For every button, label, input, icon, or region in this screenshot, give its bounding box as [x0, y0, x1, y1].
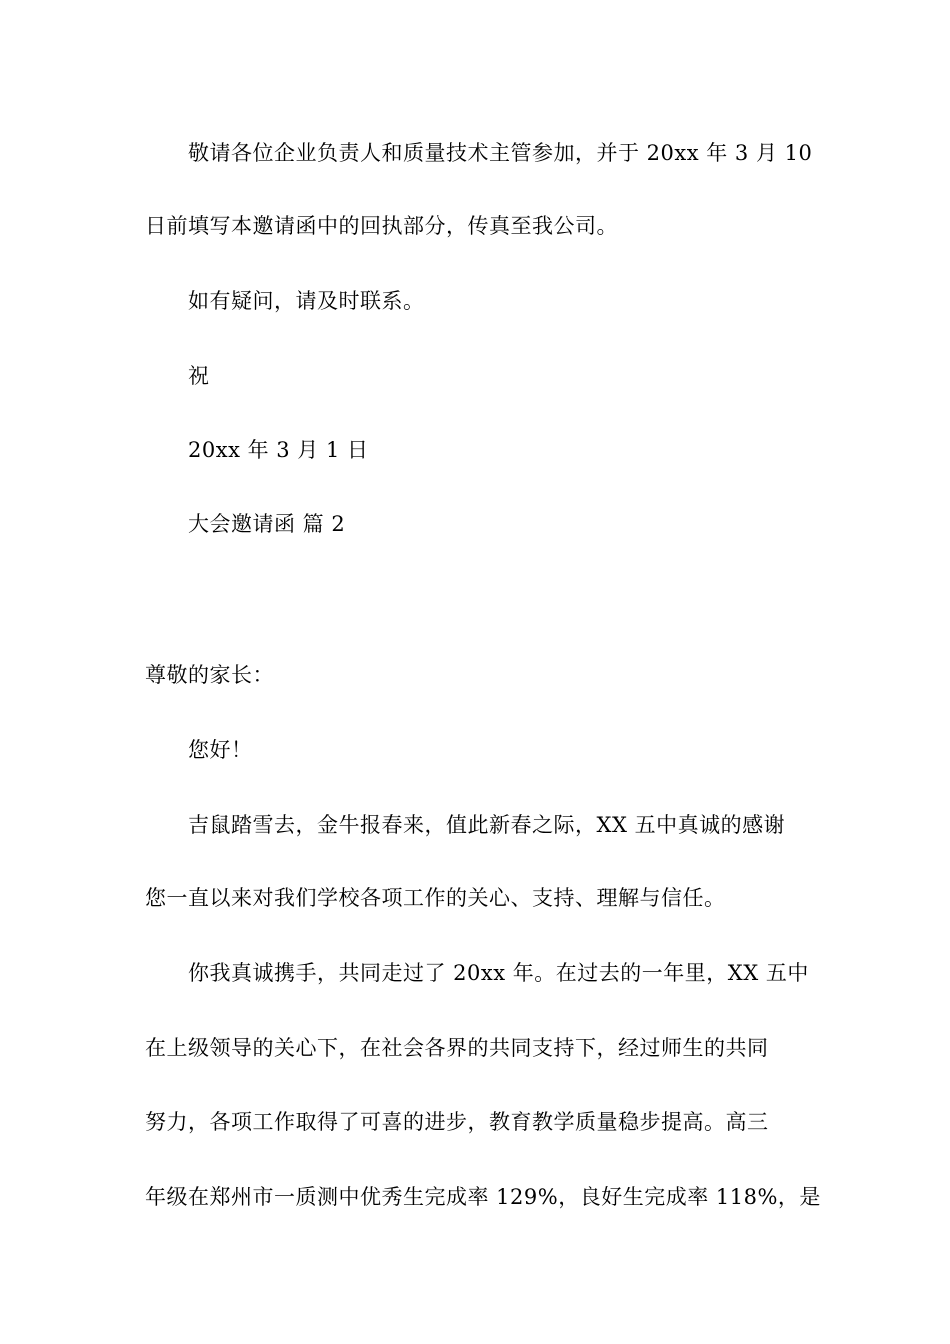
greeting-line: 祝: [188, 364, 210, 388]
paragraph-line: 您一直以来对我们学校各项工作的关心、支持、理解与信任。: [145, 886, 726, 910]
section-heading: 大会邀请函 篇 2: [188, 512, 346, 536]
date-line: 20xx 年 3 月 1 日: [188, 438, 369, 462]
paragraph-line: 在上级领导的关心下，在社会各界的共同支持下，经过师生的共同: [145, 1036, 769, 1060]
paragraph-line: 敬请各位企业负责人和质量技术主管参加，并于 20xx 年 3 月 10: [188, 141, 813, 165]
paragraph-line: 如有疑问，请及时联系。: [188, 289, 425, 313]
paragraph-line: 日前填写本邀请函中的回执部分，传真至我公司。: [145, 214, 618, 238]
salutation: 尊敬的家长：: [145, 663, 274, 687]
paragraph-line: 年级在郑州市一质测中优秀生完成率 129%，良好生完成率 118%，是: [145, 1185, 821, 1209]
paragraph-line: 你我真诚携手，共同走过了 20xx 年。在过去的一年里，XX 五中: [188, 961, 809, 985]
paragraph-line: 吉鼠踏雪去，金牛报春来，值此新春之际，XX 五中真诚的感谢: [188, 813, 786, 837]
greeting-line: 您好！: [188, 738, 253, 762]
paragraph-line: 努力，各项工作取得了可喜的进步，教育教学质量稳步提高。高三: [145, 1110, 769, 1134]
